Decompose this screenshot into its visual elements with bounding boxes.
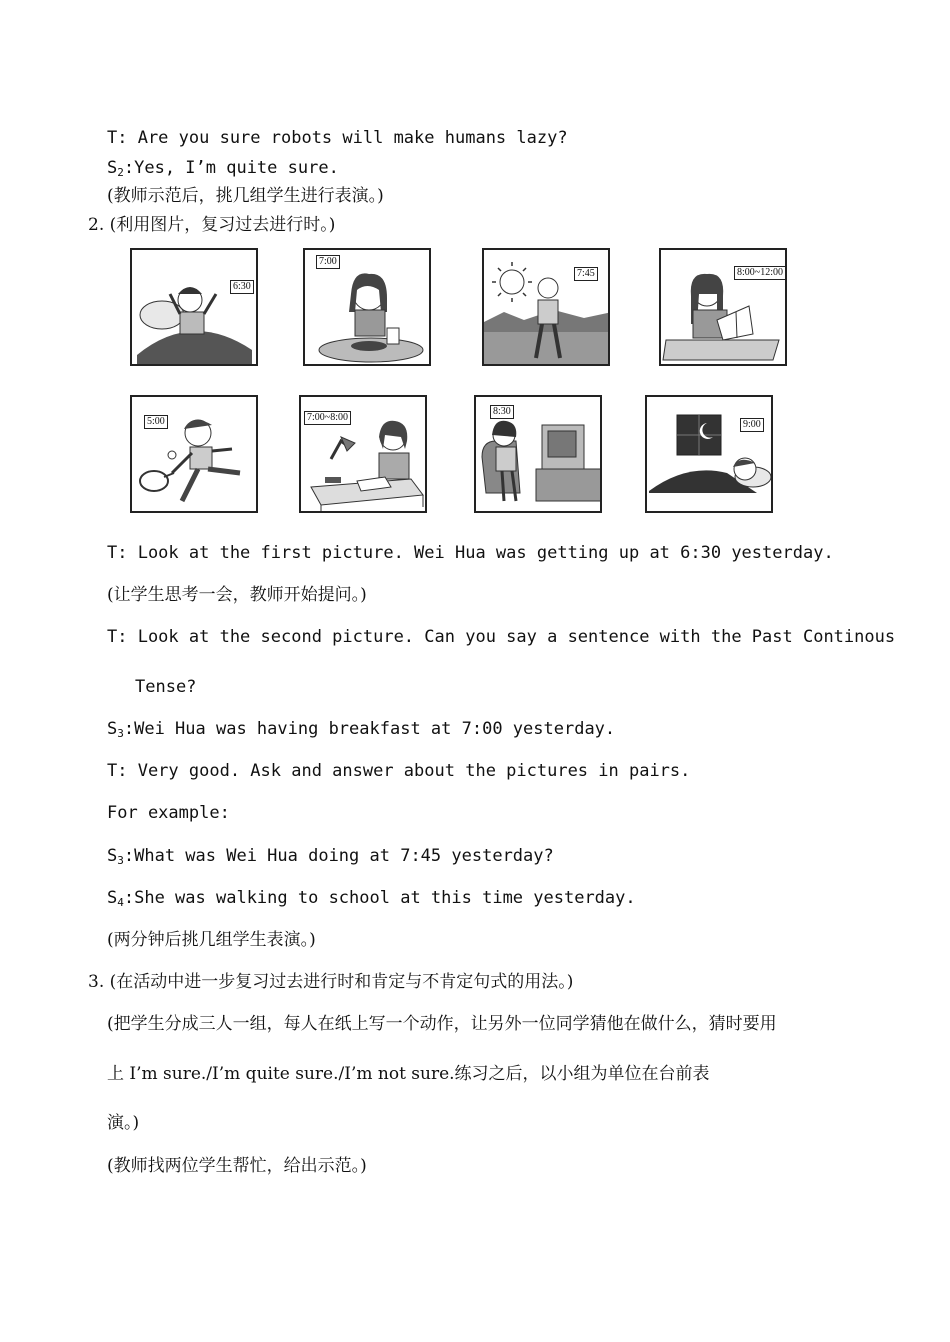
- picture-walking-to-school: [482, 248, 610, 366]
- time-label: 8:30: [490, 405, 514, 419]
- speaker-number: 2: [117, 166, 124, 179]
- time-label: 5:00: [144, 415, 168, 429]
- getting-up-icon: [132, 250, 258, 366]
- time-label: 8:00~12:00: [734, 266, 786, 280]
- speaker-label: S: [107, 158, 118, 178]
- picture-getting-up: [130, 248, 258, 366]
- dialogue-line: T: Look at the second picture. Can you say a sentence with the Past Continous: [107, 627, 896, 647]
- dialogue-line: [107, 887, 636, 914]
- dialogue-text: :Wei Hua was having breakfast at 7:00 yesterday.: [123, 719, 616, 739]
- time-label: 7:45: [574, 267, 598, 281]
- section-heading: 2. (利用图片，复习过去进行时。): [88, 215, 336, 235]
- picture-breakfast: [303, 248, 431, 366]
- dialogue-line: [107, 157, 339, 184]
- picture-watching-tv: [474, 395, 602, 513]
- instruction-note: (两分钟后挑几组学生表演。): [107, 930, 316, 950]
- dialogue-line: [107, 718, 615, 745]
- speaker-label: S: [107, 846, 118, 866]
- speaker-label: S: [107, 888, 118, 908]
- dialogue-line: Tense?: [135, 677, 197, 697]
- instruction-note: (让学生思考一会，教师开始提问。): [107, 585, 367, 605]
- picture-tennis: [130, 395, 258, 513]
- sleeping-icon: [647, 397, 773, 513]
- speaker-number: 4: [117, 896, 124, 909]
- time-label: 7:00: [316, 255, 340, 269]
- instruction-note: (教师示范后，挑几组学生进行表演。): [107, 186, 384, 206]
- instruction-note: (教师找两位学生帮忙，给出示范。): [107, 1156, 367, 1176]
- picture-homework: [299, 395, 427, 513]
- section-heading: 3. (在活动中进一步复习过去进行时和肯定与不肯定句式的用法。): [88, 972, 574, 992]
- instruction-note: 上 I’m sure./I’m quite sure./I’m not sure.练习之后，以小组为单位在台前表: [107, 1064, 710, 1084]
- instruction-note: 演。): [107, 1113, 140, 1133]
- time-label: 9:00: [740, 418, 764, 432]
- picture-reading: [659, 248, 787, 366]
- dialogue-text: :What was Wei Hua doing at 7:45 yesterday?: [123, 846, 554, 866]
- dialogue-line: T: Very good. Ask and answer about the pictures in pairs.: [107, 761, 691, 781]
- time-label: 7:00~8:00: [304, 411, 351, 425]
- speaker-number: 3: [117, 727, 124, 740]
- dialogue-line: [107, 845, 554, 872]
- dialogue-line: For example:: [107, 803, 230, 823]
- dialogue-line: T: Look at the first picture. Wei Hua was getting up at 6:30 yesterday.: [107, 543, 834, 563]
- picture-sleeping: [645, 395, 773, 513]
- time-label: 6:30: [230, 280, 254, 294]
- dialogue-text: :Yes, I’m quite sure.: [123, 158, 339, 178]
- instruction-note: (把学生分成三人一组，每人在纸上写一个动作，让另外一位同学猜他在做什么，猜时要用: [107, 1014, 777, 1034]
- speaker-label: S: [107, 719, 118, 739]
- dialogue-text: :She was walking to school at this time yesterday.: [123, 888, 636, 908]
- dialogue-line: T: Are you sure robots will make humans lazy?: [107, 128, 568, 148]
- speaker-number: 3: [117, 854, 124, 867]
